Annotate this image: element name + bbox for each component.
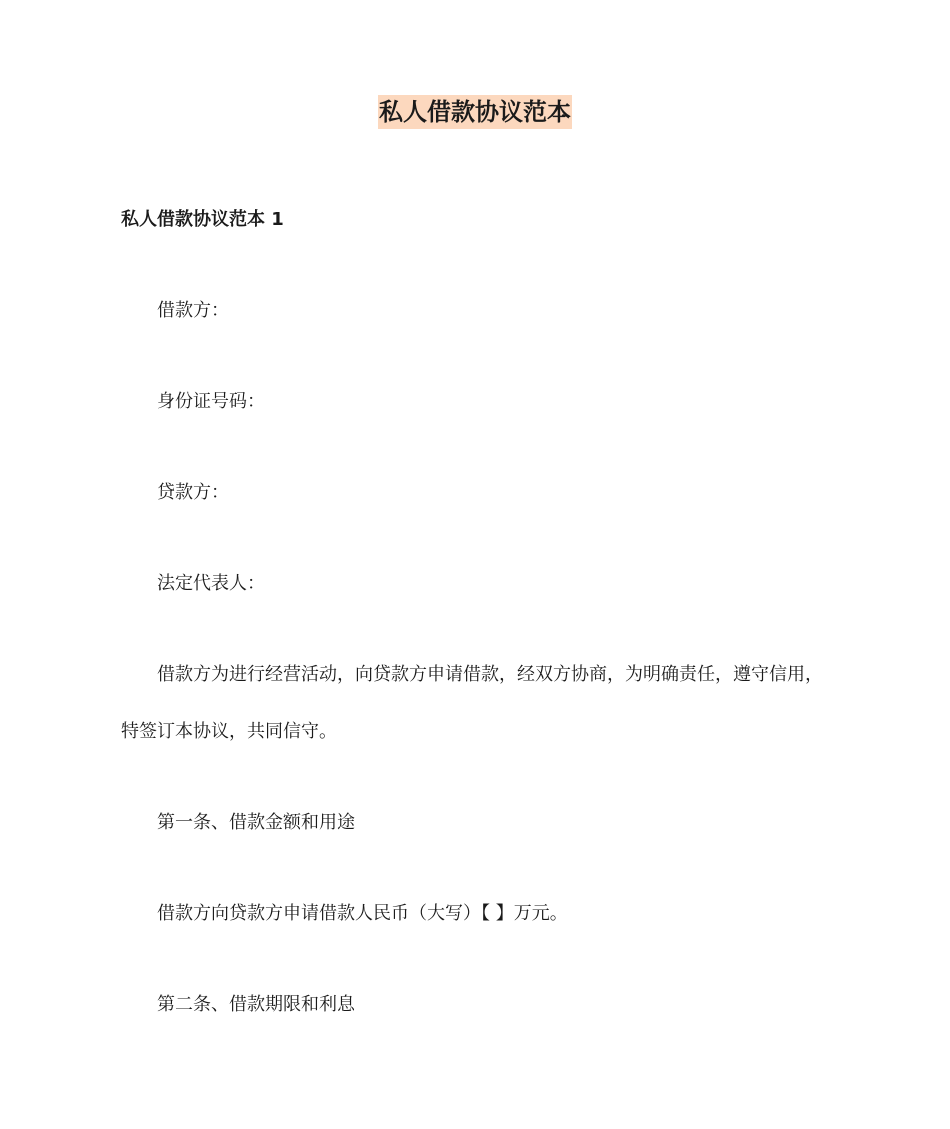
borrower-line: 借款方： bbox=[157, 300, 229, 321]
legal-representative-line: 法定代表人： bbox=[157, 573, 265, 594]
article-1-body: 借款方向贷款方申请借款人民币（大写）【 】万元。 bbox=[157, 903, 568, 924]
lender-line: 贷款方： bbox=[157, 482, 229, 503]
id-number-line: 身份证号码： bbox=[157, 391, 265, 412]
document-title: 私人借款协议范本 bbox=[378, 95, 572, 129]
section-heading: 私人借款协议范本 1 bbox=[121, 209, 284, 230]
title-container bbox=[0, 95, 950, 129]
article-2-title: 第二条、借款期限和利息 bbox=[157, 994, 355, 1015]
intro-paragraph-line-1: 借款方为进行经营活动，向贷款方申请借款，经双方协商，为明确责任，遵守信用， bbox=[157, 664, 823, 685]
article-1-title: 第一条、借款金额和用途 bbox=[157, 812, 355, 833]
intro-paragraph-line-2: 特签订本协议，共同信守。 bbox=[121, 721, 337, 742]
